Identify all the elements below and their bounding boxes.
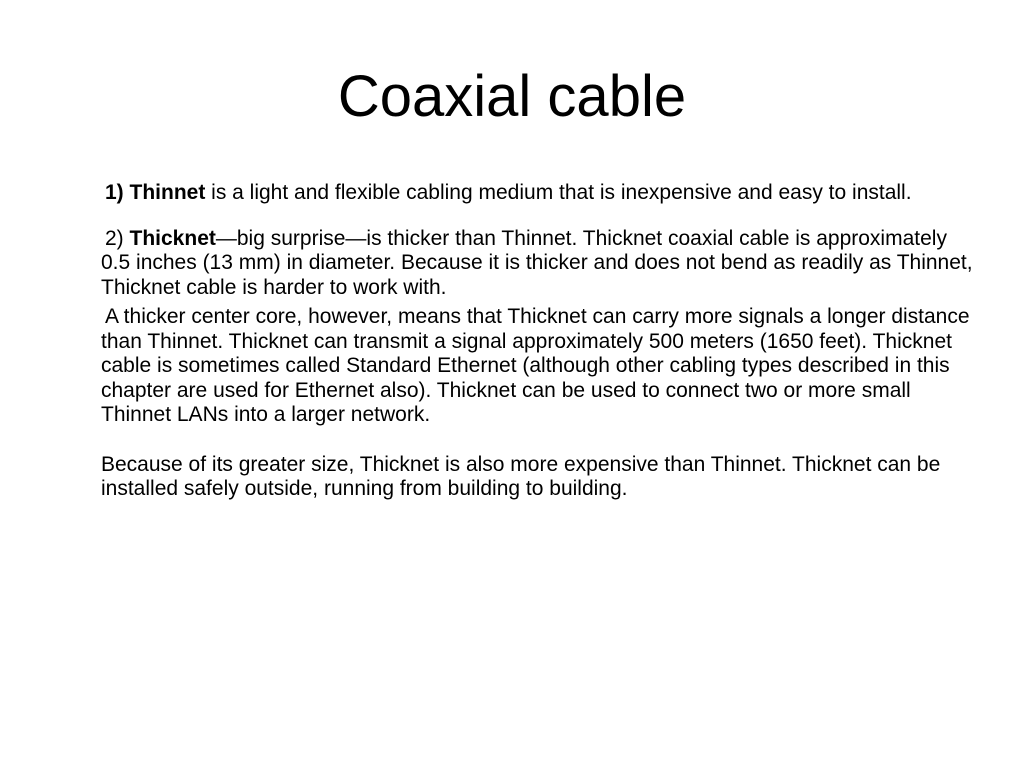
thicknet-term: Thicknet [129, 226, 216, 250]
paragraph-thicknet-core [101, 305, 981, 428]
thicknet-core-text: A thicker center core, however, means that Thicknet can carry more signals a longer distance than Thinnet. Thicknet can transmit a signal approximately 500 meters (1650 feet). Thicknet cable is sometimes called Standard Ethernet (although other cabling types described in this chapter are used for Ethernet also). Thicknet can be used to connect two or more small Thinnet LANs into a larger network. [101, 305, 970, 426]
thicknet-description: —big surprise—is thicker than Thinnet. Thicknet coaxial cable is approximately 0.5 inches (13 mm) in diameter. Because it is thicker and does not bend as readily as Thinnet, Thicknet cable is harder to work with. [101, 226, 973, 299]
thinnet-term: 1) Thinnet [105, 181, 206, 204]
paragraph-thicknet [101, 227, 981, 301]
slide-body [101, 181, 981, 502]
thicknet-number: 2) [105, 226, 130, 250]
thicknet-cost-text: Because of its greater size, Thicknet is also more expensive than Thinnet. Thicknet can be installed safely outside, running from building to building. [101, 452, 941, 500]
paragraph-thinnet [101, 181, 981, 206]
paragraph-thicknet-cost [101, 453, 981, 502]
slide-title: Coaxial cable [337, 64, 687, 129]
thinnet-description: is a light and flexible cabling medium that is inexpensive and easy to install. [205, 181, 912, 204]
